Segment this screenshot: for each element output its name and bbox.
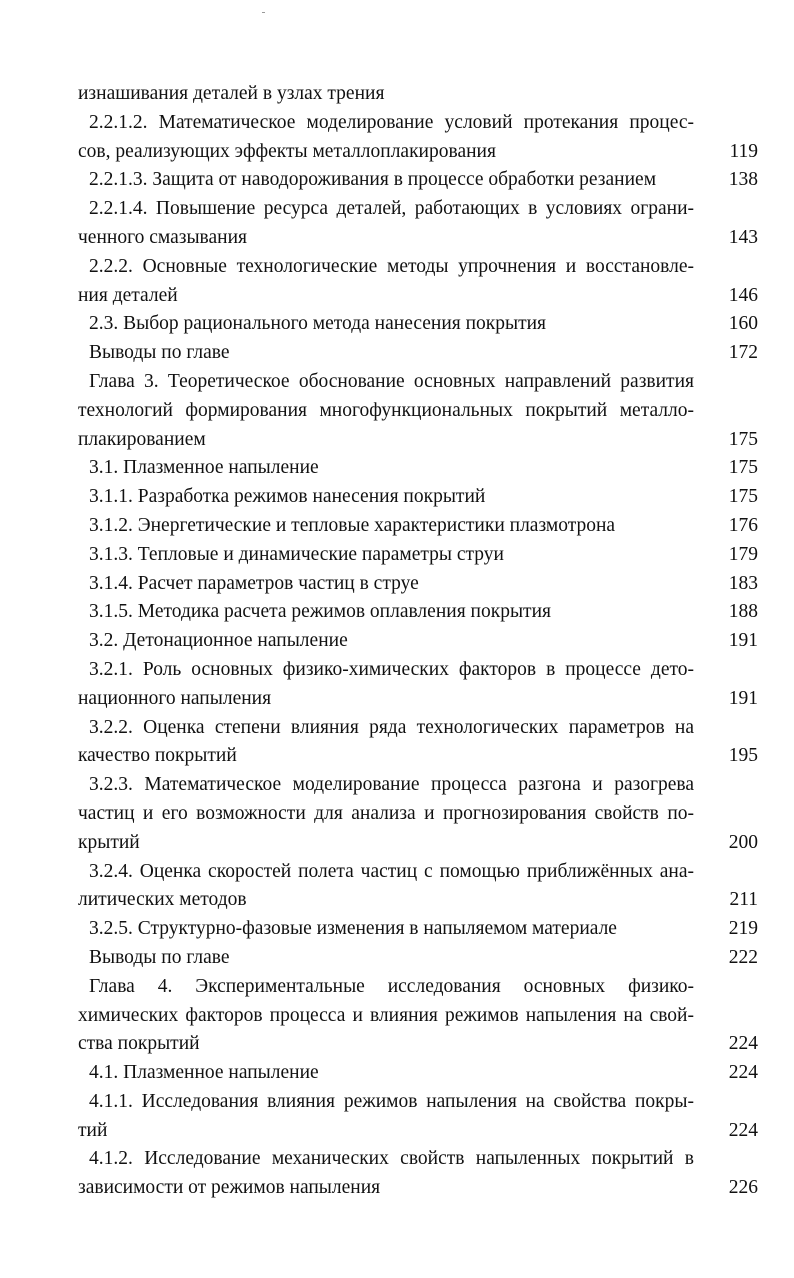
toc-page-number: 226 <box>728 1177 758 1199</box>
toc-entry-title: 3.1.4. Расчет параметров частиц в струе <box>89 572 419 594</box>
toc-entry <box>78 915 758 944</box>
toc-entry-title: 4.1. Плазменное напыление <box>89 1062 319 1084</box>
toc-entry-title-continued: технологий формирования многофункциональных покрытий металло- <box>78 399 694 421</box>
toc-entry-title-continued: частиц и его возможности для анализа и прогнозирования свойств по- <box>78 802 694 824</box>
toc-entry <box>78 368 758 454</box>
toc-page-number: 138 <box>728 169 758 191</box>
toc-entry <box>78 1088 758 1146</box>
toc-page-number: 195 <box>728 745 758 767</box>
toc-entry-title: 2.2.1.3. Защита от наводороживания в процессе обработки резанием <box>89 169 657 191</box>
table-of-contents <box>78 80 758 1203</box>
toc-page-number: 200 <box>728 831 758 853</box>
toc-entry <box>78 454 758 483</box>
toc-entry-title-continued: национного напыления <box>78 687 272 709</box>
toc-entry <box>78 1059 758 1088</box>
toc-entry-title: 3.1.5. Методика расчета режимов оплавления покрытия <box>89 601 551 623</box>
toc-entry-title: изнашивания деталей в узлах трения <box>78 83 385 104</box>
toc-entry <box>78 310 758 339</box>
toc-entry <box>78 627 758 656</box>
toc-entry-title: Глава 3. Теоретическое обоснование основных направлений развития <box>89 370 694 392</box>
toc-entry <box>78 944 758 973</box>
toc-entry-title: 3.2.3. Математическое моделирование процесса разгона и разогрева <box>89 774 694 796</box>
toc-page-number: 224 <box>728 1062 758 1084</box>
toc-page-number: 176 <box>728 514 758 536</box>
toc-entry <box>78 166 758 195</box>
toc-page-number: 222 <box>728 946 758 968</box>
toc-entry-title-continued: ства покрытий <box>78 1033 200 1055</box>
toc-entry-title: 3.1.3. Тепловые и динамические параметры струи <box>89 543 504 565</box>
toc-entry <box>78 973 758 1059</box>
scan-artifact <box>262 12 265 13</box>
toc-entry <box>78 771 758 857</box>
toc-entry <box>78 512 758 541</box>
toc-entry-title: 3.1.2. Энергетические и тепловые характеристики плазмотрона <box>89 514 616 536</box>
toc-entry-title: Глава 4. Экспериментальные исследования основных физико- <box>89 975 694 997</box>
toc-entry-title: 3.2.1. Роль основных физико-химических факторов в процессе дето- <box>89 658 694 680</box>
toc-page-number: 146 <box>728 284 758 306</box>
toc-page-number: 175 <box>728 457 758 479</box>
toc-page-number: 160 <box>728 313 758 335</box>
toc-entry-title: 4.1.2. Исследование механических свойств напыленных покрытий в <box>89 1148 694 1170</box>
toc-entry-title: 2.3. Выбор рационального метода нанесения покрытия <box>89 313 547 335</box>
toc-entry <box>78 109 758 167</box>
toc-page-number: 183 <box>728 572 758 594</box>
toc-page-number: 179 <box>728 543 758 565</box>
toc-entry-title: 3.1. Плазменное напыление <box>89 457 319 479</box>
toc-entry-title-continued: тий <box>78 1119 108 1141</box>
toc-entry <box>78 656 758 714</box>
toc-entry-title: Выводы по главе <box>89 342 230 364</box>
toc-entry-title: 2.2.1.4. Повышение ресурса деталей, работающих в условиях ограни- <box>89 198 694 220</box>
toc-entry-title-continued: химических факторов процесса и влияния режимов напыления на свой- <box>78 1004 694 1026</box>
toc-entry <box>78 253 758 311</box>
toc-entry-title: 2.2.1.2. Математическое моделирование условий протекания процес- <box>89 111 694 133</box>
toc-entry-title-continued: литических методов <box>78 889 247 911</box>
toc-entry-title: Выводы по главе <box>89 946 230 968</box>
toc-entry-title: 4.1.1. Исследования влияния режимов напыления на свойства покры- <box>89 1090 694 1112</box>
toc-entry-title-continued: ченного смазывания <box>78 226 247 248</box>
toc-page-number: 175 <box>728 428 758 450</box>
toc-entry-title: 3.2.2. Оценка степени влияния ряда технологических параметров на <box>89 716 694 738</box>
toc-entry-title: 3.2.4. Оценка скоростей полета частиц с помощью приближённых ана- <box>89 860 694 882</box>
toc-page-number: 191 <box>728 687 758 709</box>
toc-page-number: 219 <box>728 918 758 940</box>
toc-entry-title: 3.2. Детонационное напыление <box>89 630 348 652</box>
toc-entry-title-continued: сов, реализующих эффекты металлоплакирования <box>78 140 496 162</box>
toc-entry-title: 3.2.5. Структурно-фазовые изменения в напыляемом материале <box>89 918 617 940</box>
toc-entry-title: 2.2.2. Основные технологические методы упрочнения и восстановле- <box>89 255 694 277</box>
toc-entry <box>78 858 758 916</box>
toc-entry-title-continued: ния деталей <box>78 284 178 306</box>
toc-entry <box>78 598 758 627</box>
toc-page-number: 191 <box>728 630 758 652</box>
toc-page-number: 175 <box>728 486 758 508</box>
toc-page-number: 172 <box>728 342 758 364</box>
toc-page-number: 224 <box>728 1033 758 1055</box>
toc-entry-title-continued: зависимости от режимов напыления <box>78 1177 381 1199</box>
toc-page-number: 188 <box>728 601 758 623</box>
toc-entry <box>78 541 758 570</box>
toc-entry-title-continued: крытий <box>78 831 140 853</box>
toc-page-number: 224 <box>728 1119 758 1141</box>
toc-entry <box>78 195 758 253</box>
toc-entry <box>78 80 758 109</box>
toc-page-number: 119 <box>729 140 758 162</box>
toc-entry <box>78 1145 758 1203</box>
toc-page-number: 211 <box>729 889 758 911</box>
toc-entry <box>78 714 758 772</box>
toc-entry-title-continued: качество покрытий <box>78 745 237 767</box>
toc-entry-title: 3.1.1. Разработка режимов нанесения покрытий <box>89 486 486 508</box>
toc-entry <box>78 339 758 368</box>
toc-entry <box>78 483 758 512</box>
toc-page-number: 143 <box>728 226 758 248</box>
toc-entry <box>78 570 758 599</box>
toc-entry-title-continued: плакированием <box>78 428 206 450</box>
